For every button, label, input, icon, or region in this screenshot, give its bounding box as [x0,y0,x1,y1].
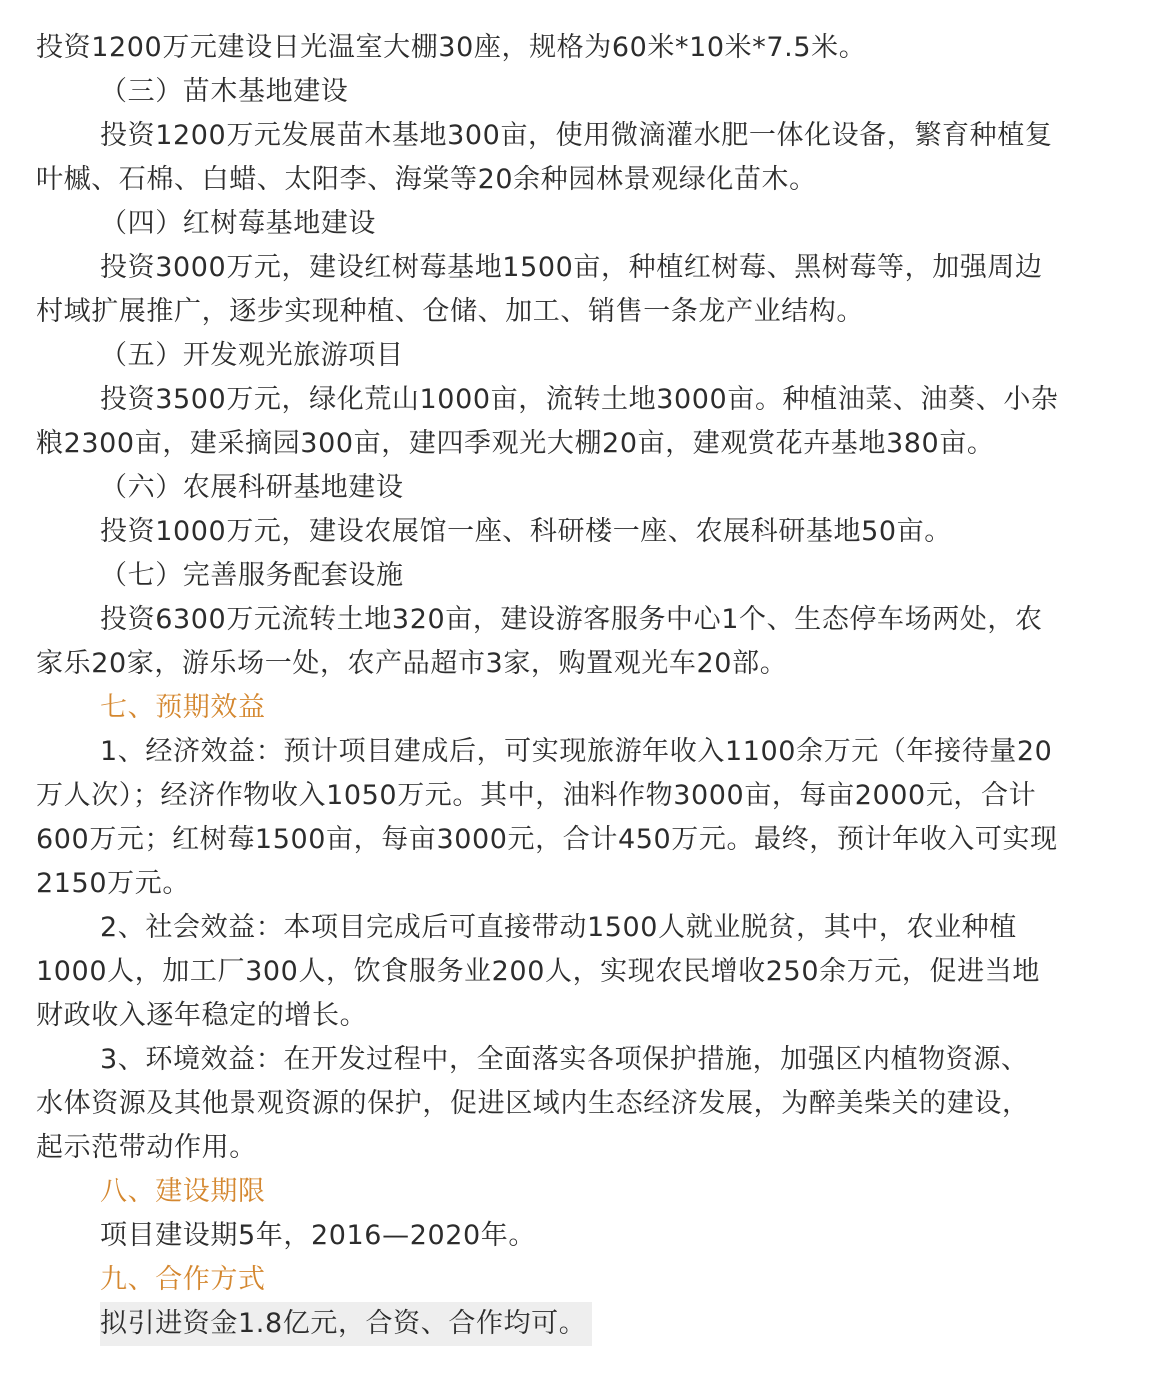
paragraph-line-greenhouse-end: 投资1200万元建设日光温室大棚30座，规格为60米*10米*7.5米。 [36,32,867,63]
paragraph-line: 叶槭、石棉、白蜡、太阳李、海棠等20余种园林景观绿化苗木。 [36,164,817,195]
paragraph-line: 财政收入逐年稳定的增长。 [36,1000,368,1031]
paragraph-line: 万人次）；经济作物收入1050万元。其中，油料作物3000亩，每亩2000元，合计 [36,780,1037,811]
paragraph-line-social-benefit: 2、社会效益：本项目完成后可直接带动1500人就业脱贫，其中，农业种植 [100,912,1017,943]
paragraph-line: 投资1000万元，建设农展馆一座、科研楼一座、农展科研基地50亩。 [100,516,952,547]
section-heading-cooperation-mode: 九、合作方式 [100,1264,266,1295]
paragraph-line-environmental-benefit: 3、环境效益：在开发过程中，全面落实各项保护措施，加强区内植物资源、 [100,1044,1029,1075]
highlighted-text: 拟引进资金1.8亿元，合资、合作均可。 [100,1302,592,1346]
paragraph-line: 投资3000万元，建设红树莓基地1500亩，种植红树莓、黑树莓等，加强周边 [100,252,1043,283]
section-heading-construction-period: 八、建设期限 [100,1176,266,1207]
section-heading-expected-benefits: 七、预期效益 [100,692,266,723]
paragraph-line-economic-benefit: 1、经济效益：预计项目建成后，可实现旅游年收入1100余万元（年接待量20 [100,736,1053,767]
subheading-raspberry-base: （四）红树莓基地建设 [100,208,376,239]
paragraph-line: 1000人，加工厂300人，饮食服务业200人，实现农民增收250余万元，促进当地 [36,956,1040,987]
paragraph-line: 水体资源及其他景观资源的保护，促进区域内生态经济发展，为醉美柴关的建设， [36,1088,1030,1119]
subheading-nursery-base: （三）苗木基地建设 [100,76,349,107]
paragraph-line: 项目建设期5年，2016—2020年。 [100,1220,537,1251]
paragraph-line: 投资6300万元流转土地320亩，建设游客服务中心1个、生态停车场两处，农 [100,604,1043,635]
paragraph-line: 2150万元。 [36,868,190,899]
paragraph-line: 600万元；红树莓1500亩，每亩3000元，合计450万元。最终，预计年收入可实现 [36,824,1058,855]
paragraph-line: 投资3500万元，绿化荒山1000亩，流转土地3000亩。种植油菜、油葵、小杂 [100,384,1059,415]
paragraph-line: 起示范带动作用。 [36,1132,257,1163]
paragraph-line-last [36,1302,1116,1346]
document-body [36,26,1116,1346]
subheading-tourism-project: （五）开发观光旅游项目 [100,340,404,371]
paragraph-line: 投资1200万元发展苗木基地300亩，使用微滴灌水肥一体化设备，繁育种植复 [100,120,1053,151]
paragraph-line: 粮2300亩，建采摘园300亩，建四季观光大棚20亩，建观赏花卉基地380亩。 [36,428,995,459]
paragraph-line: 家乐20家，游乐场一处，农产品超市3家，购置观光车20部。 [36,648,788,679]
paragraph-line: 村域扩展推广，逐步实现种植、仓储、加工、销售一条龙产业结构。 [36,296,864,327]
subheading-service-facilities: （七）完善服务配套设施 [100,560,404,591]
subheading-research-base: （六）农展科研基地建设 [100,472,404,503]
